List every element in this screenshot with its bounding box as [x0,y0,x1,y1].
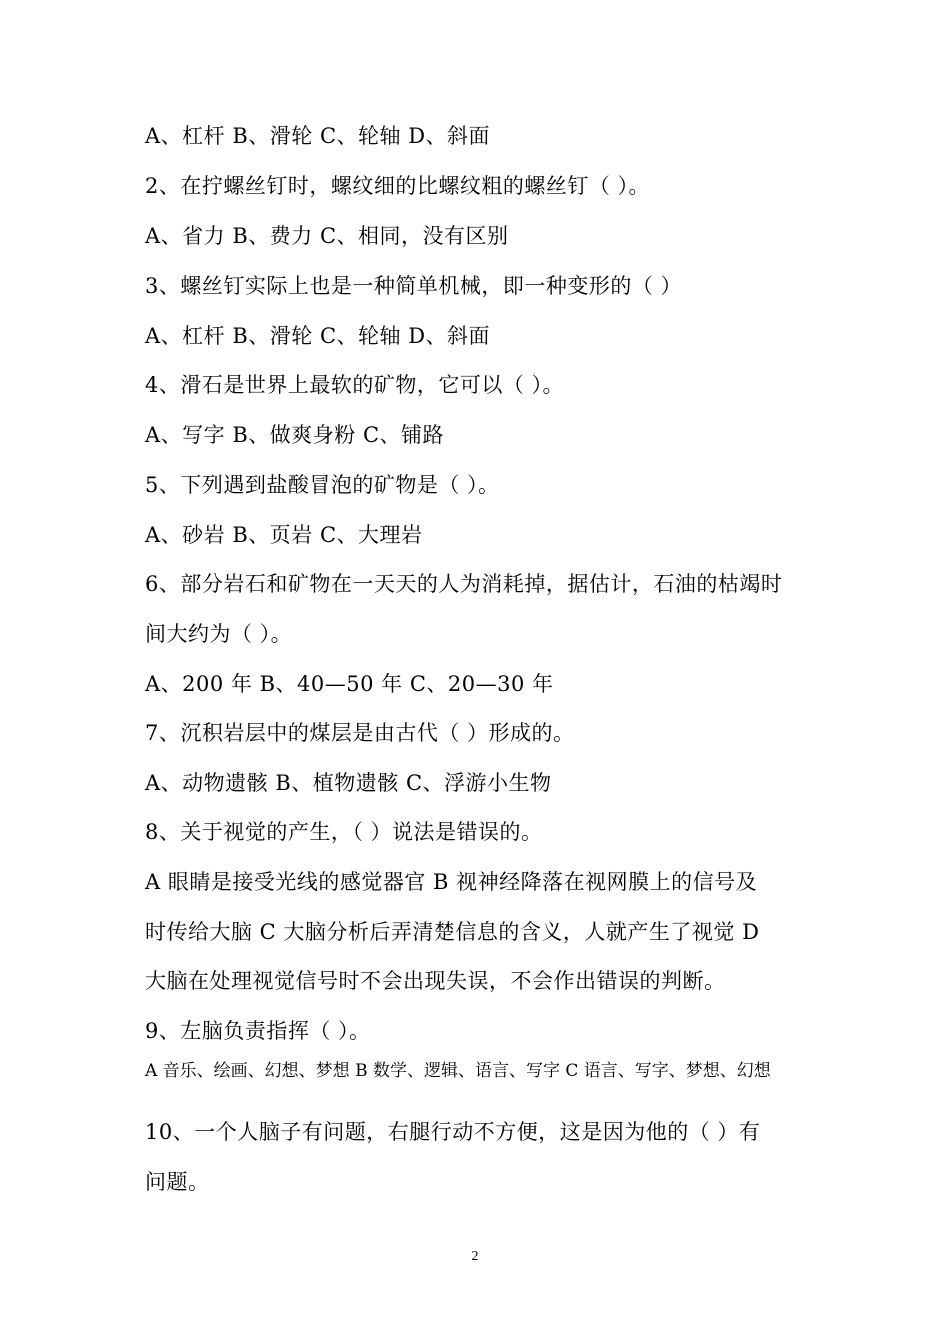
q8-options-line2: 时传给大脑 C 大脑分析后弄清楚信息的含义，人就产生了视觉 D [145,920,760,944]
q6-question-line1: 6、部分岩石和矿物在一天天的人为消耗掉，据估计，石油的枯竭时 [145,572,783,596]
q5-options: A、砂岩 B、页岩 C、大理岩 [145,523,423,547]
q9-question: 9、左脑负责指挥（ ）。 [145,1019,371,1043]
q7-question: 7、沉积岩层中的煤层是由古代（ ）形成的。 [145,721,575,745]
q6-options: A、200 年 B、40—50 年 C、20—30 年 [145,672,554,696]
page-number: 2 [471,1249,479,1264]
q4-options: A、写字 B、做爽身粉 C、铺路 [145,423,445,447]
q1-options: A、杠杆 B、滑轮 C、轮轴 D、斜面 [145,124,491,148]
q8-options-line3: 大脑在处理视觉信号时不会出现失误，不会作出错误的判断。 [145,969,726,993]
q2-options: A、省力 B、费力 C、相同，没有区别 [145,224,509,248]
q6-question-line2: 间大约为（ ）。 [145,622,293,646]
q3-question: 3、螺丝钉实际上也是一种简单机械，即一种变形的（ ） [145,274,683,298]
q8-question: 8、关于视觉的产生，（ ）说法是错误的。 [145,820,543,844]
q10-question-line1: 10、一个人脑子有问题，右腿行动不方便，这是因为他的（ ）有 [145,1120,761,1144]
q4-question: 4、滑石是世界上最软的矿物，它可以（ ）。 [145,373,565,397]
q10-question-line2: 问题。 [145,1170,210,1194]
q8-options-line1: A 眼睛是接受光线的感觉器官 B 视神经降落在视网膜上的信号及 [145,870,758,894]
q7-options: A、动物遗骸 B、植物遗骸 C、浮游小生物 [145,771,552,795]
q3-options: A、杠杆 B、滑轮 C、轮轴 D、斜面 [145,324,491,348]
q9-options: A 音乐、绘画、幻想、梦想 B 数学、逻辑、语言、写字 C 语言、写字、梦想、幻想 [145,1061,771,1081]
q5-question: 5、下列遇到盐酸冒泡的矿物是（ ）。 [145,473,500,497]
q2-question: 2、在拧螺丝钉时，螺纹细的比螺纹粗的螺丝钉（ ）。 [145,174,651,198]
